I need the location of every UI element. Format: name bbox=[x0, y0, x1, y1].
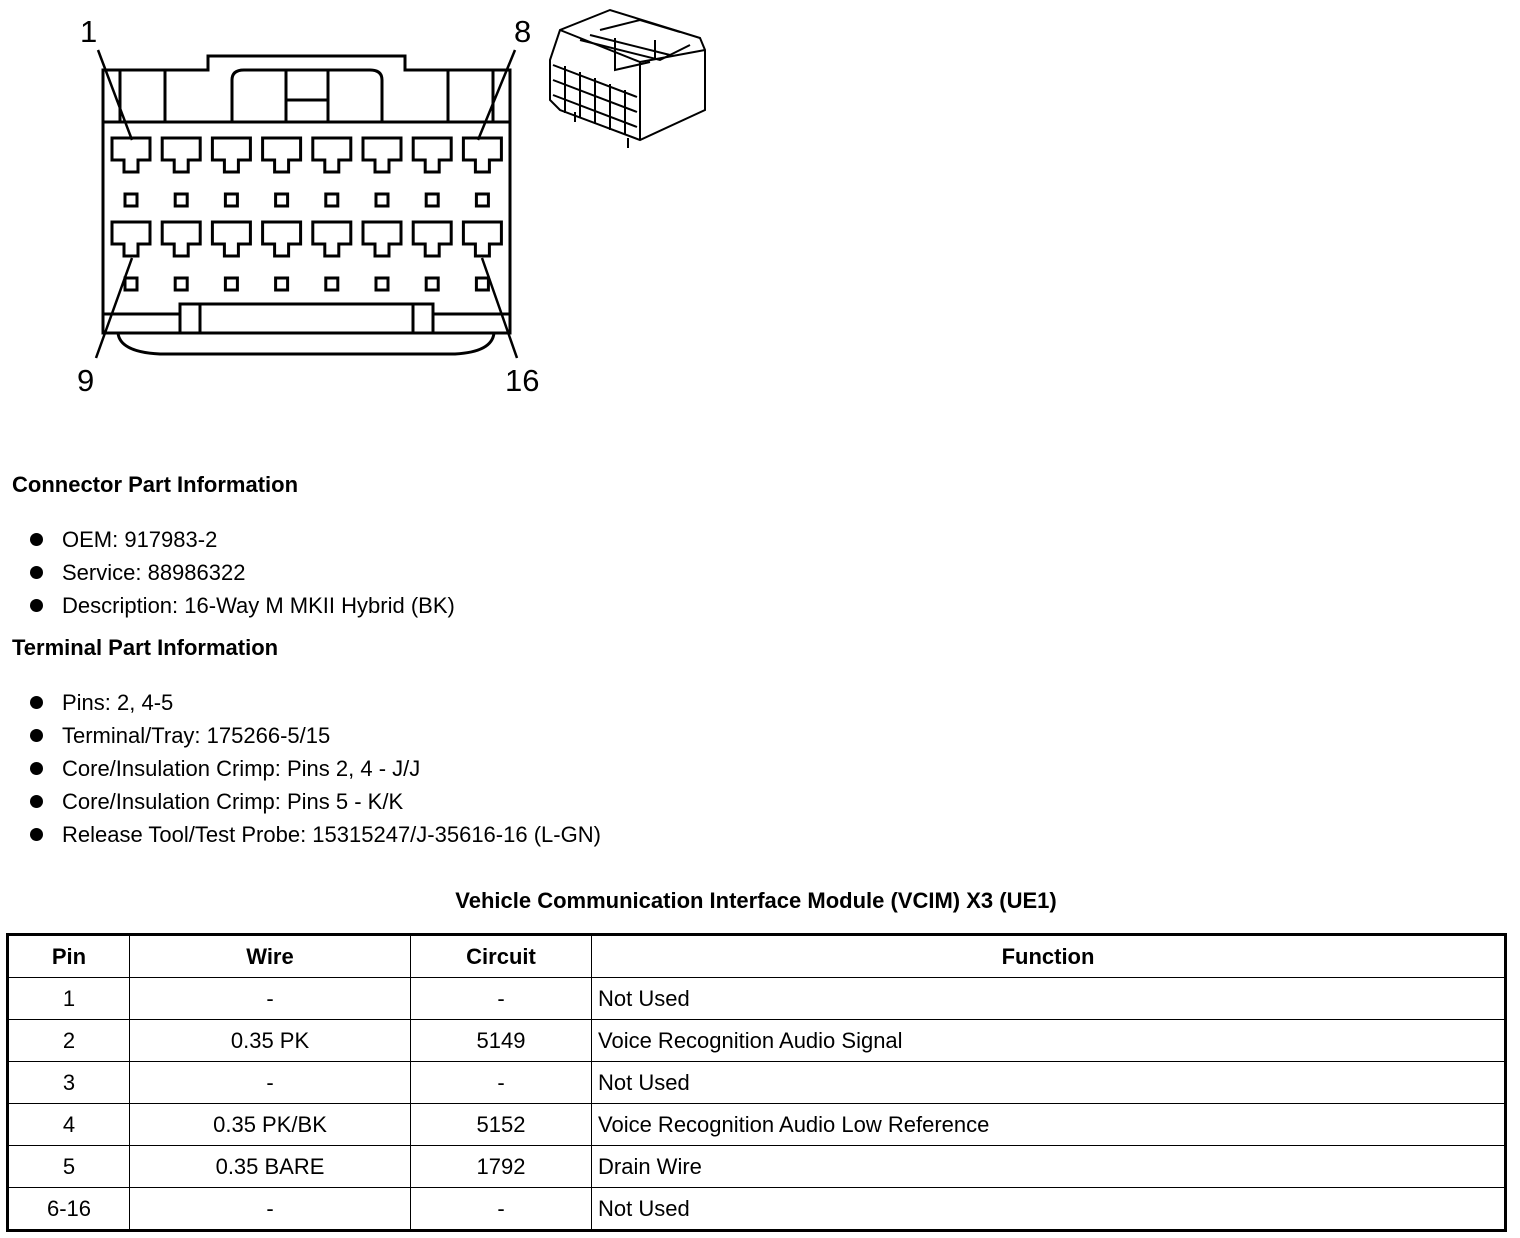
cell-pin: 3 bbox=[8, 1062, 130, 1104]
terminal-cavity bbox=[413, 138, 451, 172]
connector-part-info-list bbox=[30, 523, 455, 622]
terminal-cavity bbox=[413, 222, 451, 256]
list-item: Release Tool/Test Probe: 15315247/J-35616-16 (L-GN) bbox=[30, 818, 601, 851]
cell-pin: 2 bbox=[8, 1020, 130, 1062]
table-row bbox=[8, 1020, 1506, 1062]
cell-function: Not Used bbox=[592, 978, 1506, 1020]
terminal-cavity bbox=[313, 222, 351, 256]
terminal-cavity bbox=[212, 138, 250, 172]
table-row bbox=[8, 1188, 1506, 1231]
cell-wire: - bbox=[130, 1188, 411, 1231]
cell-pin: 4 bbox=[8, 1104, 130, 1146]
cell-circuit: 5152 bbox=[411, 1104, 592, 1146]
list-item: OEM: 917983-2 bbox=[30, 523, 455, 556]
pin-label-16: 16 bbox=[505, 363, 540, 398]
header-circuit: Circuit bbox=[411, 935, 592, 978]
cell-function: Not Used bbox=[592, 1188, 1506, 1231]
lock-window bbox=[326, 194, 338, 206]
lock-window bbox=[225, 194, 237, 206]
cell-circuit: - bbox=[411, 978, 592, 1020]
terminal-cavity bbox=[212, 222, 250, 256]
terminal-part-info-list bbox=[30, 686, 601, 851]
lock-window bbox=[426, 278, 438, 290]
lock-window bbox=[125, 194, 137, 206]
lock-window bbox=[376, 194, 388, 206]
cell-wire: - bbox=[130, 978, 411, 1020]
connector-isometric-icon bbox=[550, 10, 705, 148]
table-row bbox=[8, 1146, 1506, 1188]
cell-function: Drain Wire bbox=[592, 1146, 1506, 1188]
pin-label-1: 1 bbox=[80, 14, 98, 49]
list-item: Pins: 2, 4-5 bbox=[30, 686, 601, 719]
pin-label-9: 9 bbox=[77, 363, 95, 398]
terminal-cavity bbox=[112, 138, 150, 172]
terminal-cavity bbox=[463, 222, 501, 256]
cell-circuit: 1792 bbox=[411, 1146, 592, 1188]
lock-window bbox=[426, 194, 438, 206]
table-title: Vehicle Communication Interface Module (VCIM) X3 (UE1) bbox=[455, 888, 1057, 913]
table-header-row bbox=[8, 935, 1506, 978]
lock-window bbox=[326, 278, 338, 290]
header-wire: Wire bbox=[130, 935, 411, 978]
terminal-cavity bbox=[463, 138, 501, 172]
cell-wire: 0.35 BARE bbox=[130, 1146, 411, 1188]
terminal-cavity bbox=[363, 222, 401, 256]
lock-window bbox=[125, 278, 137, 290]
cell-pin: 6-16 bbox=[8, 1188, 130, 1231]
table-row bbox=[8, 1062, 1506, 1104]
list-item: Core/Insulation Crimp: Pins 5 - K/K bbox=[30, 785, 601, 818]
lock-window bbox=[276, 194, 288, 206]
lock-window bbox=[175, 194, 187, 206]
cell-function: Voice Recognition Audio Signal bbox=[592, 1020, 1506, 1062]
cell-wire: 0.35 PK bbox=[130, 1020, 411, 1062]
terminal-part-info-heading: Terminal Part Information bbox=[12, 635, 279, 660]
terminal-cavity bbox=[162, 222, 200, 256]
connector-part-info-heading: Connector Part Information bbox=[12, 472, 299, 497]
terminal-cavity bbox=[112, 222, 150, 256]
cell-pin: 5 bbox=[8, 1146, 130, 1188]
lock-window bbox=[175, 278, 187, 290]
header-function: Function bbox=[592, 935, 1506, 978]
terminal-cavity bbox=[263, 138, 301, 172]
terminal-cavity bbox=[263, 222, 301, 256]
cell-circuit: - bbox=[411, 1062, 592, 1104]
cell-function: Voice Recognition Audio Low Reference bbox=[592, 1104, 1506, 1146]
cell-wire: - bbox=[130, 1062, 411, 1104]
terminal-cavity bbox=[313, 138, 351, 172]
lock-window bbox=[376, 278, 388, 290]
table-row bbox=[8, 978, 1506, 1020]
cell-wire: 0.35 PK/BK bbox=[130, 1104, 411, 1146]
lock-window bbox=[476, 278, 488, 290]
connector-face-drawing bbox=[0, 0, 740, 420]
lock-window bbox=[225, 278, 237, 290]
list-item: Terminal/Tray: 175266-5/15 bbox=[30, 719, 601, 752]
table-row bbox=[8, 1104, 1506, 1146]
lock-window bbox=[476, 194, 488, 206]
terminal-cavity bbox=[363, 138, 401, 172]
list-item: Service: 88986322 bbox=[30, 556, 455, 589]
list-item: Description: 16-Way M MKII Hybrid (BK) bbox=[30, 589, 455, 622]
list-item: Core/Insulation Crimp: Pins 2, 4 - J/J bbox=[30, 752, 601, 785]
cell-function: Not Used bbox=[592, 1062, 1506, 1104]
header-pin: Pin bbox=[8, 935, 130, 978]
cell-circuit: 5149 bbox=[411, 1020, 592, 1062]
pin-label-8: 8 bbox=[514, 14, 532, 49]
cell-pin: 1 bbox=[8, 978, 130, 1020]
pinout-table bbox=[6, 933, 1507, 1232]
terminal-cavity bbox=[162, 138, 200, 172]
cell-circuit: - bbox=[411, 1188, 592, 1231]
lock-window bbox=[276, 278, 288, 290]
